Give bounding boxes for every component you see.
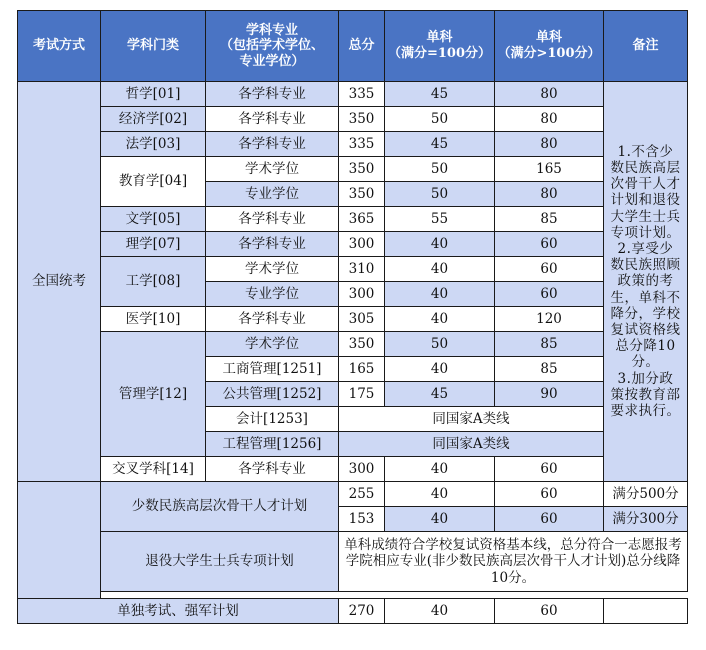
category-cell: 法学[03]: [101, 132, 206, 157]
category-cell: 医学[10]: [101, 307, 206, 332]
total-cell: 305: [339, 307, 385, 332]
major-cell: 学术学位: [206, 257, 339, 282]
table-row: [18, 257, 688, 282]
table-row: [18, 157, 688, 182]
single-100-cell: 40: [385, 232, 495, 257]
table-row: [18, 457, 688, 482]
single-gt100-cell: 60: [495, 257, 604, 282]
single-gt100-cell: 60: [495, 599, 604, 624]
total-cell: 175: [339, 382, 385, 407]
header-single-gt100: 单科 （满分>100分）: [495, 11, 604, 82]
table-row: [18, 132, 688, 157]
total-cell: 350: [339, 157, 385, 182]
total-cell: 350: [339, 182, 385, 207]
solo-plan-remarks: [604, 599, 688, 624]
header-total: 总分: [339, 11, 385, 82]
total-cell: 300: [339, 282, 385, 307]
single-100-cell: 40: [385, 482, 495, 507]
spacer-cell: [101, 592, 688, 599]
table-row: [18, 107, 688, 132]
total-cell: 300: [339, 457, 385, 482]
single-100-cell: 50: [385, 332, 495, 357]
category-cell: 理学[07]: [101, 232, 206, 257]
single-100-cell: 40: [385, 357, 495, 382]
spacer-row: [18, 592, 688, 599]
category-cell: 管理学[12]: [101, 332, 206, 457]
total-cell: 310: [339, 257, 385, 282]
major-cell: 各学科专业: [206, 232, 339, 257]
header-row: [18, 11, 688, 82]
category-cell: 哲学[01]: [101, 82, 206, 107]
single-100-cell: 45: [385, 132, 495, 157]
major-cell: 各学科专业: [206, 207, 339, 232]
major-cell: 专业学位: [206, 282, 339, 307]
single-100-cell: 40: [385, 307, 495, 332]
category-cell: 交叉学科[14]: [101, 457, 206, 482]
single-gt100-cell: 60: [495, 457, 604, 482]
merged-value-cell: 同国家A类线: [339, 432, 604, 457]
single-gt100-cell: 85: [495, 207, 604, 232]
total-cell: 165: [339, 357, 385, 382]
single-gt100-cell: 90: [495, 382, 604, 407]
single-100-cell: 45: [385, 82, 495, 107]
major-cell: 各学科专业: [206, 307, 339, 332]
table-row: [18, 332, 688, 357]
category-cell: 工学[08]: [101, 257, 206, 307]
total-cell: 335: [339, 132, 385, 157]
table-row: [18, 482, 688, 507]
single-100-cell: 50: [385, 182, 495, 207]
total-cell: 270: [339, 599, 385, 624]
single-gt100-cell: 165: [495, 157, 604, 182]
header-category: 学科门类: [101, 11, 206, 82]
major-cell: 专业学位: [206, 182, 339, 207]
total-cell: 350: [339, 107, 385, 132]
exam-method-blank: [18, 482, 101, 599]
single-100-cell: 40: [385, 507, 495, 532]
category-cell: 教育学[04]: [101, 157, 206, 207]
single-gt100-cell: 80: [495, 82, 604, 107]
single-gt100-cell: 60: [495, 482, 604, 507]
single-gt100-cell: 85: [495, 332, 604, 357]
single-100-cell: 40: [385, 457, 495, 482]
single-gt100-cell: 60: [495, 507, 604, 532]
total-cell: 350: [339, 332, 385, 357]
category-cell: 文学[05]: [101, 207, 206, 232]
major-cell: 各学科专业: [206, 457, 339, 482]
single-100-cell: 40: [385, 599, 495, 624]
single-gt100-cell: 60: [495, 232, 604, 257]
solo-plan-label: 单独考试、强军计划: [18, 599, 339, 624]
header-major: 学科专业 （包括学术学位、 专业学位）: [206, 11, 339, 82]
single-gt100-cell: 80: [495, 132, 604, 157]
major-cell: 各学科专业: [206, 107, 339, 132]
single-gt100-cell: 80: [495, 107, 604, 132]
major-cell: 各学科专业: [206, 132, 339, 157]
major-cell: 工商管理[1251]: [206, 357, 339, 382]
major-cell: 学术学位: [206, 157, 339, 182]
merged-value-cell: 同国家A类线: [339, 407, 604, 432]
table-row: [18, 532, 688, 592]
single-100-cell: 40: [385, 282, 495, 307]
veteran-plan-notice: 单科成绩符合学校复试资格基本线，总分符合一志愿报考学院相应专业(非少数民族高层次骨干人才计划)总分线降10分。: [339, 532, 688, 592]
major-cell: 会计[1253]: [206, 407, 339, 432]
single-gt100-cell: 85: [495, 357, 604, 382]
single-gt100-cell: 60: [495, 282, 604, 307]
total-cell: 300: [339, 232, 385, 257]
single-100-cell: 40: [385, 257, 495, 282]
major-cell: 公共管理[1252]: [206, 382, 339, 407]
single-gt100-cell: 120: [495, 307, 604, 332]
veteran-plan-label: 退役大学生士兵专项计划: [101, 532, 339, 592]
table-row: [18, 307, 688, 332]
remarks-cell: 1.不含少 数民族高层 次骨干人才 计划和退役 大学生士兵 专项计划。 2.享受少 数民族照顾 政策的考 生，单科不 降分，学校 复试资格线 总分降10 分。 3.加分政 策按教育部 要求执行。: [604, 82, 688, 482]
single-gt100-cell: 80: [495, 182, 604, 207]
full-score-note: 满分300分: [604, 507, 688, 532]
single-100-cell: 45: [385, 382, 495, 407]
header-remarks: 备注: [604, 11, 688, 82]
total-cell: 335: [339, 82, 385, 107]
table-row: [18, 207, 688, 232]
header-single-100: 单科 （满分=100分）: [385, 11, 495, 82]
total-cell: 255: [339, 482, 385, 507]
table-row: [18, 82, 688, 107]
table-row: [18, 599, 688, 624]
table-row: [18, 232, 688, 257]
minority-plan-label: 少数民族高层次骨干人才计划: [101, 482, 339, 532]
full-score-note: 满分500分: [604, 482, 688, 507]
major-cell: 工程管理[1256]: [206, 432, 339, 457]
exam-method-national: 全国统考: [18, 82, 101, 482]
major-cell: 学术学位: [206, 332, 339, 357]
header-exam-method: 考试方式: [18, 11, 101, 82]
total-cell: 365: [339, 207, 385, 232]
total-cell: 153: [339, 507, 385, 532]
score-table: [17, 10, 688, 624]
major-cell: 各学科专业: [206, 82, 339, 107]
category-cell: 经济学[02]: [101, 107, 206, 132]
single-100-cell: 50: [385, 107, 495, 132]
single-100-cell: 55: [385, 207, 495, 232]
single-100-cell: 50: [385, 157, 495, 182]
